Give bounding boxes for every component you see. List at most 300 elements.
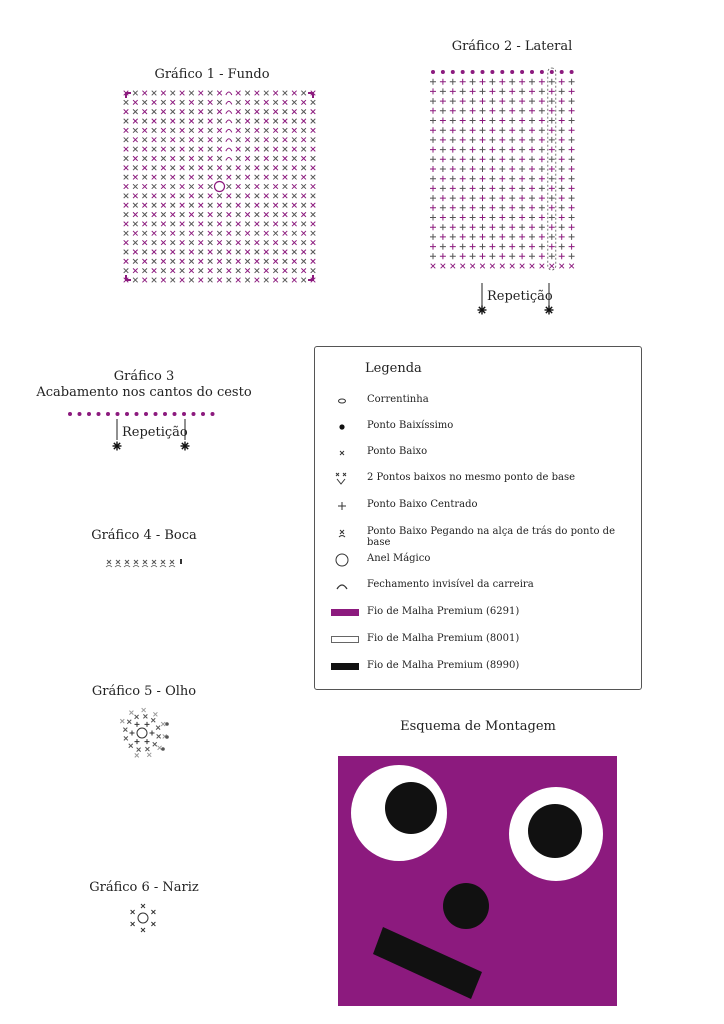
sc-stitch (255, 91, 260, 96)
centered-sc-stitch (519, 234, 525, 240)
sc-stitch (208, 100, 213, 105)
sc-stitch (145, 747, 149, 751)
centered-sc-stitch (470, 108, 476, 114)
centered-sc-stitch (499, 147, 505, 153)
legend-item-label: Fechamento invisível da carreira (367, 579, 534, 590)
sc-stitch (208, 166, 213, 171)
sc-stitch (161, 184, 166, 189)
centered-sc-stitch (460, 195, 466, 201)
centered-sc-stitch (539, 156, 545, 162)
sc-stitch (292, 212, 297, 217)
sc-stitch (273, 194, 278, 199)
sc-stitch (142, 128, 147, 133)
sc-stitch (152, 231, 157, 236)
sc-stitch (180, 250, 185, 255)
centered-sc-stitch (509, 98, 515, 104)
sc-stitch (170, 268, 175, 273)
sc-stitch (180, 259, 185, 264)
sc-stitch (273, 166, 278, 171)
sc-stitch (301, 147, 306, 152)
sc-stitch (301, 203, 306, 208)
centered-sc-stitch (480, 166, 486, 172)
sc-stitch (124, 166, 129, 171)
slip-stitch (201, 412, 205, 416)
centered-sc-stitch (499, 253, 505, 259)
centered-sc-stitch (499, 156, 505, 162)
sc-stitch (236, 240, 241, 245)
sc-stitch (123, 728, 127, 732)
sc-stitch (245, 259, 250, 264)
slip-stitch (163, 412, 167, 416)
sc-stitch (500, 264, 505, 269)
sc-stitch (283, 128, 288, 133)
sc-stitch (227, 268, 232, 273)
slip-stitch (97, 412, 101, 416)
sc-stitch (180, 240, 185, 245)
sc-stitch (311, 222, 316, 227)
sc-stitch (142, 147, 147, 152)
sc-stitch (199, 231, 204, 236)
centered-sc-stitch (519, 127, 525, 133)
centered-sc-stitch (460, 137, 466, 143)
sc-stitch (311, 119, 316, 124)
slip-stitch (106, 412, 110, 416)
centered-sc-stitch (145, 722, 150, 727)
centered-sc-stitch (440, 205, 446, 211)
centered-sc-stitch (470, 118, 476, 124)
sc-stitch (283, 259, 288, 264)
sc-stitch (208, 268, 213, 273)
sc-stitch (217, 203, 222, 208)
chart1-bottom-grid (124, 91, 316, 283)
centered-sc-stitch (499, 98, 505, 104)
sc-stitch (161, 203, 166, 208)
centered-sc-stitch (430, 88, 436, 94)
slip-stitch (192, 412, 196, 416)
sc-stitch (161, 119, 166, 124)
sc-stitch (451, 264, 456, 269)
corner-increase (126, 275, 131, 280)
sc-stitch (158, 746, 162, 750)
sc-stitch (273, 231, 278, 236)
centered-sc-stitch (569, 147, 575, 153)
sc-stitch (161, 231, 166, 236)
sc-stitch (142, 231, 147, 236)
sc-stitch (142, 194, 147, 199)
sc-stitch (170, 91, 175, 96)
sc-stitch (264, 240, 269, 245)
sc-stitch (152, 137, 157, 142)
centered-sc-stitch (509, 244, 515, 250)
centered-sc-stitch (559, 215, 565, 221)
sc-stitch (301, 259, 306, 264)
back-loop-mark (106, 566, 112, 568)
centered-sc-stitch (489, 244, 495, 250)
sc-stitch (152, 240, 157, 245)
sc-stitch (180, 203, 185, 208)
sc-stitch (264, 175, 269, 180)
centered-sc-stitch (440, 176, 446, 182)
centered-sc-stitch (499, 195, 505, 201)
centered-sc-stitch (489, 79, 495, 85)
slip-stitch (144, 412, 148, 416)
centered-sc-stitch (569, 195, 575, 201)
sc-stitch (264, 156, 269, 161)
sc-stitch (236, 137, 241, 142)
centered-sc-stitch (480, 176, 486, 182)
sc-stitch (170, 184, 175, 189)
sc-stitch (180, 119, 185, 124)
centered-sc-stitch (569, 185, 575, 191)
sc-stitch (431, 264, 436, 269)
centered-sc-stitch (509, 147, 515, 153)
centered-sc-stitch (559, 205, 565, 211)
sc-stitch (245, 91, 250, 96)
invisible-join-icon (329, 576, 355, 596)
sc-stitch (255, 203, 260, 208)
centered-sc-stitch (549, 253, 555, 259)
sc-stitch (180, 109, 185, 114)
sc-stitch (245, 240, 250, 245)
centered-sc-stitch (460, 88, 466, 94)
join-stitch (226, 101, 232, 104)
sc-stitch (124, 194, 129, 199)
centered-sc-stitch (499, 118, 505, 124)
sc-stitch (142, 91, 147, 96)
sc-stitch (135, 753, 139, 757)
sc-stitch (124, 184, 129, 189)
sc-stitch (255, 240, 260, 245)
sc-stitch (161, 156, 166, 161)
sc-stitch (170, 240, 175, 245)
sc-stitch (170, 222, 175, 227)
join-stitch (226, 148, 232, 151)
centered-sc-stitch (130, 731, 135, 736)
sc-stitch (161, 278, 166, 283)
centered-sc-stitch (470, 224, 476, 230)
sc-stitch (170, 194, 175, 199)
centered-sc-stitch (430, 185, 436, 191)
centered-sc-stitch (489, 156, 495, 162)
centered-sc-stitch (519, 166, 525, 172)
centered-sc-stitch (549, 215, 555, 221)
sc-stitch (245, 147, 250, 152)
join-stitch (226, 157, 232, 160)
centered-sc-stitch (519, 205, 525, 211)
sc-stitch (236, 194, 241, 199)
sc-stitch (283, 166, 288, 171)
sc-stitch (124, 212, 129, 217)
centered-sc-stitch (460, 185, 466, 191)
sc-stitch (189, 222, 194, 227)
centered-sc-stitch (529, 176, 535, 182)
centered-sc-stitch (519, 253, 525, 259)
sc-stitch (245, 119, 250, 124)
centered-sc-stitch (470, 127, 476, 133)
centered-sc-stitch (499, 234, 505, 240)
sc-stitch (180, 175, 185, 180)
sc-stitch (311, 156, 316, 161)
sc-stitch (311, 109, 316, 114)
chain-end (180, 559, 182, 564)
sc-stitch (301, 137, 306, 142)
sc-stitch (142, 278, 147, 283)
corner-increase (308, 93, 313, 98)
centered-sc-stitch (509, 224, 515, 230)
sc-stitch (264, 203, 269, 208)
assembly-diagram (338, 756, 617, 1006)
centered-sc-stitch (559, 127, 565, 133)
sc-stitch (152, 212, 157, 217)
sc-stitch (124, 240, 129, 245)
centered-sc-stitch (509, 108, 515, 114)
centered-sc-stitch (509, 79, 515, 85)
sc-stitch (189, 194, 194, 199)
sc-stitch (301, 128, 306, 133)
centered-sc-stitch (470, 234, 476, 240)
sc-stitch (311, 166, 316, 171)
chart6-title: Gráfico 6 - Nariz (89, 880, 199, 895)
centered-sc-stitch (519, 88, 525, 94)
magic-ring-icon (329, 550, 355, 570)
chart2-side-grid (430, 68, 575, 315)
centered-sc-stitch (489, 127, 495, 133)
sc-stitch (245, 109, 250, 114)
centered-sc-stitch (470, 195, 476, 201)
sc-stitch (273, 128, 278, 133)
centered-sc-stitch (480, 147, 486, 153)
sc-stitch (133, 212, 138, 217)
sc-stitch (227, 278, 232, 283)
legend-title: Legenda (365, 361, 422, 376)
centered-sc-stitch (450, 88, 456, 94)
centered-sc-stitch (489, 147, 495, 153)
centered-sc-stitch (549, 205, 555, 211)
centered-sc-stitch (460, 215, 466, 221)
centered-sc-stitch (499, 137, 505, 143)
sc-stitch (217, 231, 222, 236)
sc-stitch (311, 137, 316, 142)
slip-stitch (135, 412, 139, 416)
sc-stitch (441, 264, 446, 269)
centered-sc-stitch (430, 234, 436, 240)
slip-stitch (161, 747, 165, 751)
sc-stitch (143, 714, 147, 718)
sc-stitch (152, 100, 157, 105)
centered-sc-stitch (499, 108, 505, 114)
sc-stitch (199, 194, 204, 199)
sc-stitch (273, 212, 278, 217)
legend-item (315, 417, 641, 437)
centered-sc-stitch (569, 234, 575, 240)
centered-sc-stitch (529, 185, 535, 191)
sc-stitch (133, 128, 138, 133)
centered-sc-stitch (470, 166, 476, 172)
legend-item-label: Fio de Malha Premium (6291) (367, 606, 520, 617)
sc-stitch (273, 156, 278, 161)
centered-sc-stitch (450, 215, 456, 221)
centered-sc-stitch (499, 185, 505, 191)
sc-stitch (133, 91, 138, 96)
sc-stitch (255, 137, 260, 142)
sc-stitch (236, 100, 241, 105)
sc-stitch (199, 278, 204, 283)
sc-stitch (292, 166, 297, 171)
centered-sc-stitch (559, 224, 565, 230)
sc-stitch (189, 203, 194, 208)
sc-stitch (236, 109, 241, 114)
sc-stitch (283, 119, 288, 124)
sc-stitch (273, 119, 278, 124)
centered-sc-stitch (529, 244, 535, 250)
centered-sc-stitch (440, 98, 446, 104)
sc-stitch (208, 109, 213, 114)
sc-stitch (311, 268, 316, 273)
centered-sc-stitch (460, 176, 466, 182)
chart5-title: Gráfico 5 - Olho (91, 684, 197, 699)
sc-stitch (180, 268, 185, 273)
sc-stitch (124, 250, 129, 255)
centered-sc-stitch (460, 79, 466, 85)
centered-sc-stitch (559, 156, 565, 162)
centered-sc-stitch (559, 88, 565, 94)
sc-stitch (245, 194, 250, 199)
centered-sc-stitch (529, 156, 535, 162)
centered-sc-stitch (489, 166, 495, 172)
sc-stitch (227, 184, 232, 189)
centered-sc-stitch (450, 205, 456, 211)
sc-stitch (283, 268, 288, 273)
centered-sc-stitch (539, 98, 545, 104)
sc-stitch (227, 212, 232, 217)
centered-sc-stitch (569, 156, 575, 162)
centered-sc-stitch (460, 108, 466, 114)
centered-sc-stitch (440, 156, 446, 162)
slip-stitch (490, 70, 494, 74)
centered-sc-stitch (440, 215, 446, 221)
sc-stitch (133, 194, 138, 199)
sc-stitch (199, 156, 204, 161)
centered-sc-stitch (460, 156, 466, 162)
yarn-black-icon (331, 663, 359, 670)
sc-stitch (208, 91, 213, 96)
sc-stitch (142, 184, 147, 189)
sc-stitch (124, 175, 129, 180)
sc-stitch (245, 156, 250, 161)
sc-stitch (311, 212, 316, 217)
sc-stitch (292, 203, 297, 208)
right-eye-pupil (528, 804, 582, 858)
sc-stitch (217, 91, 222, 96)
centered-sc-stitch (430, 166, 436, 172)
sc-stitch (199, 128, 204, 133)
sc-stitch (245, 175, 250, 180)
sc-stitch (170, 109, 175, 114)
sc-stitch (161, 166, 166, 171)
sc-stitch (208, 250, 213, 255)
centered-sc-stitch (440, 195, 446, 201)
sc-stitch (255, 109, 260, 114)
sc-stitch (180, 91, 185, 96)
sc-stitch (292, 175, 297, 180)
centered-sc-stitch (489, 176, 495, 182)
centered-sc-stitch (470, 98, 476, 104)
sc-stitch (470, 264, 475, 269)
join-stitch (226, 139, 232, 142)
slip-stitch (125, 412, 129, 416)
sc-stitch (273, 278, 278, 283)
sc-stitch (142, 259, 147, 264)
sc-stitch (301, 109, 306, 114)
sc-stitch (273, 184, 278, 189)
centered-sc-stitch (529, 88, 535, 94)
sc-stitch (189, 137, 194, 142)
sc-stitch (301, 212, 306, 217)
sc-stitch (124, 222, 129, 227)
sc-stitch (264, 268, 269, 273)
sc-stitch (180, 231, 185, 236)
chart3-corner-finish (68, 412, 215, 451)
slip-stitch (510, 70, 514, 74)
centered-sc-stitch (499, 127, 505, 133)
sc-stitch (124, 128, 129, 133)
sc-stitch (311, 147, 316, 152)
centered-sc-stitch (450, 156, 456, 162)
centered-sc-stitch (569, 166, 575, 172)
sc-stitch (199, 268, 204, 273)
sc-stitch (540, 264, 545, 269)
centered-sc-stitch (460, 244, 466, 250)
sc-stitch (208, 212, 213, 217)
sc-stitch (133, 278, 138, 283)
nose-shape (443, 883, 489, 929)
centered-sc-stitch (549, 244, 555, 250)
sc-stitch (255, 250, 260, 255)
legend-item-label: Ponto Baixíssimo (367, 420, 454, 431)
sc-stitch (283, 194, 288, 199)
sc-stitch (142, 100, 147, 105)
sc-stitch (273, 137, 278, 142)
sc-stitch (133, 203, 138, 208)
centered-sc-stitch (549, 224, 555, 230)
sc-stitch (480, 264, 485, 269)
centered-sc-stitch (440, 147, 446, 153)
centered-sc-stitch (569, 118, 575, 124)
sc-stitch (180, 100, 185, 105)
centered-sc-stitch (569, 224, 575, 230)
centered-sc-stitch (430, 244, 436, 250)
centered-sc-stitch (450, 185, 456, 191)
centered-sc-stitch (509, 205, 515, 211)
sc-stitch (189, 91, 194, 96)
sc-stitch (170, 278, 175, 283)
centered-sc-stitch (549, 88, 555, 94)
centered-sc-stitch (450, 147, 456, 153)
sc-stitch (208, 147, 213, 152)
sc-stitch (311, 231, 316, 236)
centered-sc-stitch (430, 127, 436, 133)
legend-item (315, 657, 641, 677)
sc-stitch (255, 175, 260, 180)
centered-sc-stitch (519, 195, 525, 201)
sc-stitch (292, 156, 297, 161)
back-loop-mark (115, 566, 121, 568)
sc-stitch (283, 222, 288, 227)
centered-sc-stitch (549, 166, 555, 172)
centered-sc-stitch (450, 195, 456, 201)
slip-stitch (520, 70, 524, 74)
legend-item-label: Fio de Malha Premium (8001) (367, 633, 520, 644)
